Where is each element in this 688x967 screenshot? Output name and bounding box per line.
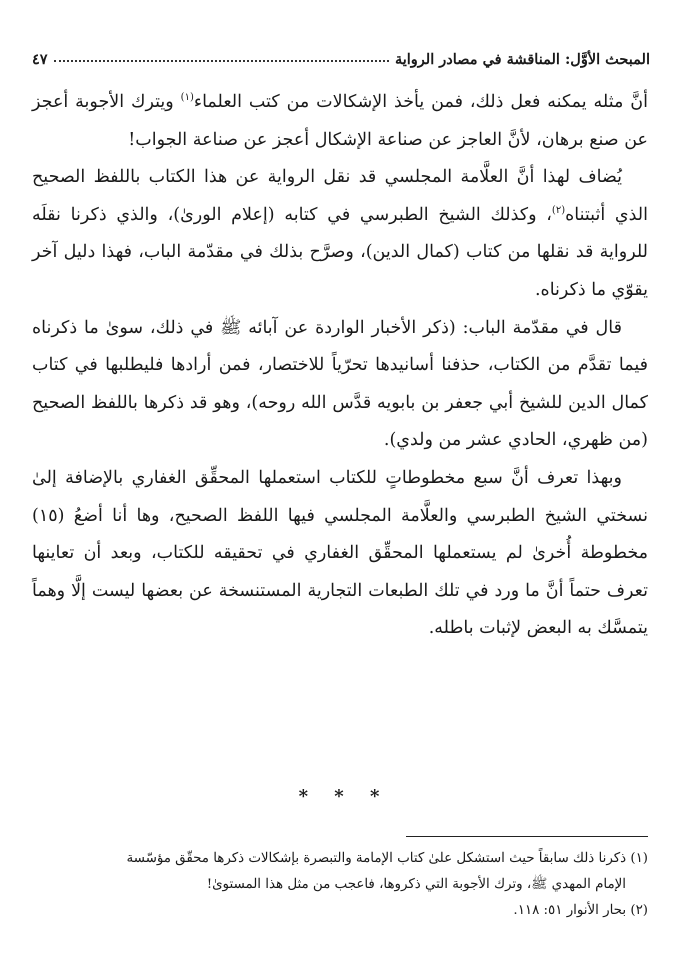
paragraph-1: أنَّ مثله يمكنه فعل ذلك، فمن يأخذ الإشكالات من كتب العلماء$^{(١)}$ ويترك الأجوبة أعجز عن صنع برهان، لأنَّ العاجز عن صناعة الإشكال أعجز عن صناعة الجواب!: [32, 92, 648, 150]
footnote-1-continued: الإمام المهدي ﷺ، وترك الأجوبة التي ذكروها، فاعجب من مثل هذا المستوىٰ!: [206, 877, 626, 892]
chapter-title: المبحث الأوَّل: المناقشة في مصادر الرواية: [394, 51, 650, 68]
main-text: [32, 84, 648, 648]
footnote-divider: [406, 836, 648, 837]
section-separator: * * *: [298, 786, 390, 807]
paragraph-3: قال في مقدّمة الباب: (ذكر الأخبار الواردة عن آبائه ﷺ في ذلك، سوىٰ ما ذكرناه فيما تقدَّم من الكتاب، حذفنا أسانيدها تحرّياً للاختصار، فمن أرادها فليطلبها في كتاب كمال الدين للشيخ أبي جعفر بن بابويه قدَّس الله روحه)، وهو قد ذكرها باللفظ الصحيح (من ظهري، الحادي عشر من ولدي).: [32, 317, 648, 451]
page-number: ٤٧: [32, 51, 48, 68]
running-header: [32, 40, 650, 68]
footnote-2: (٢) بحار الأنوار ٥١: ١١٨.: [513, 903, 648, 918]
footnote-ref-2: (٢): [551, 204, 566, 216]
footnotes: [32, 846, 648, 924]
header-leader-dots: [54, 60, 389, 62]
footnote-1: (١) ذكرنا ذلك سابقاً حيث استشكل علىٰ كتاب الإمامة والتبصرة بإشكالات ذكرها محقّق مؤسّسة: [126, 851, 648, 866]
paragraph-2: يُضاف لهذا أنَّ العلَّامة المجلسي قد نقل الرواية عن هذا الكتاب باللفظ الصحيح الذي أثبتناه$^{(٢)}$، وكذلك الشيخ الطبرسي في كتابه (إعلام الورىٰ)، والذي ذكرنا نقلَه للرواية قد نقلها من كتاب (كمال الدين)، وصرَّح بذلك في مقدّمة الباب، فهذا دليل آخر يقوّي ما ذكرناه.: [32, 167, 648, 300]
footnote-ref-1: (١): [180, 92, 194, 104]
honorific-symbol: ﷺ: [220, 317, 242, 338]
honorific-symbol-footnote: ﷺ: [531, 877, 548, 892]
paragraph-4: وبهذا تعرف أنَّ سبع مخطوطاتٍ للكتاب استعملها المحقِّق الغفاري بالإضافة إلىٰ نسختي الشيخ الطبرسي والعلَّامة المجلسي فيها اللفظ الصحيح، وها أنا أضعُ (١٥) مخطوطة أُخرىٰ لم يستعملها المحقِّق الغفاري في تحقيقه للكتاب، وبعد أن تعاينها تعرف حتماً أنَّ ما ورد في تلك الطبعات التجارية المستنسخة عن بعضها ليست إلَّا وهماً يتمسَّك به البعض لإثبات باطله.: [32, 467, 648, 639]
